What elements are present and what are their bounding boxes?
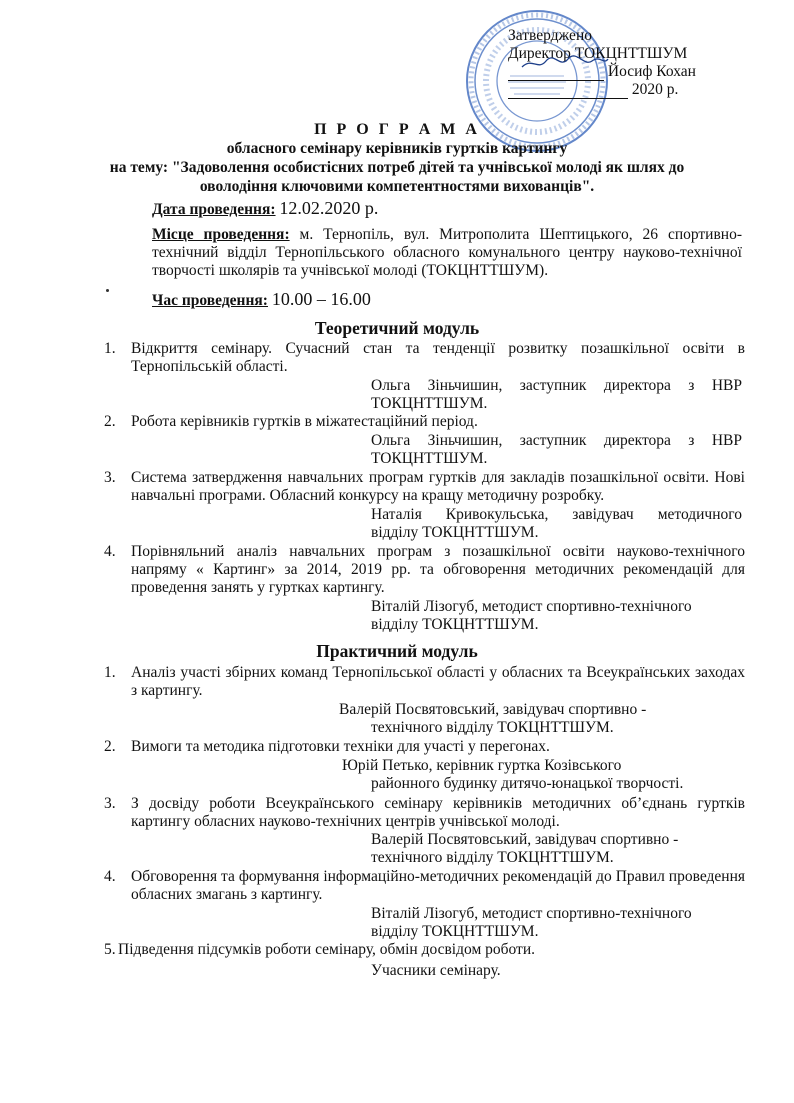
date-row	[152, 199, 742, 219]
responsible-line: Учасники семінару.	[371, 962, 501, 979]
responsible-line: відділу ТОКЦНТТШУМ.	[371, 524, 539, 541]
place-label: Місце проведення:	[152, 226, 290, 243]
item-number: 1.	[104, 340, 116, 357]
responsible-line: Віталій Лізогуб, методист спортивно-технічного	[371, 905, 692, 922]
place-value: м. Тернопіль, вул. Митрополита Шептицького, 26 спортивно-технічний відділ Тернопільського обласного комунального центру науково-технічної творчості школярів та учнівської молоді (ТОКЦНТТШУМ).	[152, 226, 743, 279]
theory-item-4-responsible	[371, 598, 771, 634]
item-text: Аналіз участі збірних команд Тернопільської області у обласних та Всеукраїнських заходах з картингу.	[131, 664, 745, 699]
approval-position: Директор ТОКЦНТТШУМ	[508, 45, 688, 62]
practice-item-2	[104, 738, 745, 756]
practice-item-1-responsible	[339, 701, 739, 737]
date-line	[508, 84, 628, 99]
responsible-line: Віталій Лізогуб, методист спортивно-технічного	[371, 598, 692, 615]
item-text: Обговорення та формування інформаційно-методичних рекомендацій до Правил проведення обласних змагань з картингу.	[131, 868, 745, 903]
item-text: Робота керівників гуртків в міжатестаційний період.	[131, 413, 478, 430]
responsible-line: Ольга Зіньчишин, заступник директора з НВР	[371, 377, 742, 394]
item-number: 2.	[104, 413, 116, 430]
theory-item-3-responsible	[371, 506, 742, 542]
document-title: П Р О Г Р А М А	[314, 121, 480, 138]
handwritten-signature	[520, 53, 610, 73]
item-number: 3.	[104, 795, 116, 812]
approval-date-line	[508, 81, 738, 99]
place-row	[152, 226, 742, 280]
item-text: Вимоги та методика підготовки техніки для участі у перегонах.	[131, 738, 550, 755]
item-number: 1.	[104, 664, 116, 681]
responsible-line: Юрій Петько, керівник гуртка Козівського	[342, 757, 622, 774]
responsible-line: відділу ТОКЦНТТШУМ.	[371, 923, 539, 940]
item-number: 2.	[104, 738, 116, 755]
practice-item-5-responsible	[371, 962, 771, 980]
responsible-line: технічного відділу ТОКЦНТТШУМ.	[371, 719, 614, 736]
practice-item-3	[104, 795, 745, 831]
time-label: Час проведення:	[152, 292, 268, 309]
practice-item-3-responsible	[371, 831, 771, 867]
item-number: 5.	[104, 941, 116, 958]
responsible-line: технічного відділу ТОКЦНТТШУМ.	[371, 849, 614, 866]
item-text: Порівняльний аналіз навчальних програм з позашкільної освіти науково-технічного напряму « Картинг» за 2014, 2019 рр. та обговорення методичних рекомендацій для проведення занять у гуртках картингу.	[131, 543, 745, 596]
theory-item-2	[104, 413, 745, 431]
item-text: Система затвердження навчальних програм гуртків для закладів позашкільної освіти. Нові навчальні програми. Обласний конкурсу на кращу методичну розробку.	[131, 469, 745, 504]
ink-dot	[106, 289, 109, 292]
date-label: Дата проведення:	[152, 201, 276, 218]
practice-heading: Практичний модуль	[316, 641, 478, 661]
topic-line-1: на тему: "Задоволення особистісних потреб дітей та учнівської молоді як шлях до	[109, 159, 685, 176]
practice-item-1	[104, 664, 745, 700]
practice-item-5	[104, 941, 745, 959]
responsible-line: Валерій Посвятовський, завідувач спортивно -	[371, 831, 679, 848]
item-text: Відкриття семінару. Сучасний стан та тенденції розвитку позашкільної освіти в Тернопільській області.	[131, 340, 745, 375]
practice-item-4	[104, 868, 745, 904]
topic-line-2: оволодіння ключовими компетентностями вихованців".	[199, 178, 595, 195]
item-text: З досвіду роботи Всеукраїнського семінару керівників методичних об’єднань гуртків картингу обласних науково-технічних центрів учнівської молоді.	[131, 795, 745, 830]
responsible-line: відділу ТОКЦНТТШУМ.	[371, 616, 539, 633]
responsible-line: Валерій Посвятовський, завідувач спортивно -	[339, 701, 647, 718]
theory-heading: Теоретичний модуль	[314, 318, 480, 338]
time-value: 10.00 – 16.00	[271, 289, 371, 309]
document-subtitle: обласного семінару керівників гуртків картингу	[226, 140, 568, 157]
responsible-line: Ольга Зіньчишин, заступник директора з НВР	[371, 432, 742, 449]
approval-year: 2020 р.	[631, 81, 679, 98]
responsible-line: ТОКЦНТТШУМ.	[371, 395, 488, 412]
item-number: 4.	[104, 543, 116, 560]
approval-name: Йосиф Кохан	[607, 63, 696, 80]
theory-item-4	[104, 543, 745, 597]
responsible-line: ТОКЦНТТШУМ.	[371, 450, 488, 467]
item-number: 3.	[104, 469, 116, 486]
theory-item-3	[104, 469, 745, 505]
responsible-line: районного будинку дитячо-юнацької творчості.	[371, 775, 684, 792]
practice-item-2-responsible	[342, 757, 742, 793]
item-text: Підведення підсумків роботи семінару, обмін досвідом роботи.	[118, 941, 536, 958]
theory-item-1	[104, 340, 745, 376]
time-row	[152, 290, 742, 310]
responsible-line: Наталія Кривокульська, завідувач методичного	[371, 506, 742, 523]
date-value: 12.02.2020 р.	[279, 198, 379, 218]
practice-item-4-responsible	[371, 905, 771, 941]
theory-item-1-responsible	[371, 377, 742, 413]
theory-item-2-responsible	[371, 432, 742, 468]
item-number: 4.	[104, 868, 116, 885]
approval-label: Затверджено	[508, 27, 592, 44]
